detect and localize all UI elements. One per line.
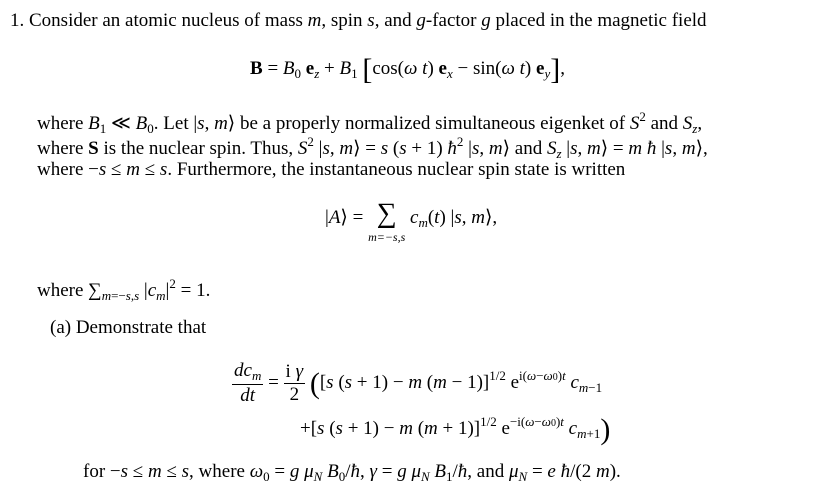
text-where1: where $B_1$ ≪ $B_0$. Let |s, m⟩ be a properly normalized simultaneous eigenket of $S^2$ and $S_z$, <box>37 109 703 136</box>
final-condition: for −s ≤ m ≤ s, where $\omega_0 = g$ $\mu_N$ $B_0/ħ$, γ = g $\mu_N$ $B_1/ħ$, and $\mu_N = e$ ħ/(2 m). <box>83 461 621 484</box>
text-where2: where S is the nuclear spin. Thus, $S^2$ |s, m⟩ = s (s + 1) $ħ^2$ |s, m⟩ and $S_z$ |s, m⟩ = m ħ |s, m⟩, <box>37 134 708 161</box>
field-equation: $B = B_0$ $e_z + B_1$ [cos(ω t) $e_x - \sin(\omega$ t) $e_y$], <box>250 53 565 86</box>
problem-intro: 1. Consider an atomic nucleus of mass m, spin s, and g-factor g placed in the magnetic field <box>10 10 707 31</box>
equation-a-line2: +[s (s + 1) − m (m + 1)]$^{1/2}$ $e^{-i(\omega-\omega 0)t}$ $c_{m+1}$) <box>300 413 611 446</box>
part-a-label: (a) Demonstrate that <box>50 317 207 338</box>
problem-number: 1. <box>10 10 25 31</box>
equation-a-line1: $\frac{dc_m}{dt}$ = $\frac{\text{i γ}}{2}$ ([s (s + 1) − m (m − 1)]$^{1/2}$ $e^{i(\omega-\omega 0)t}$ $c_{m-1}$ <box>234 360 603 406</box>
state-equation: |A⟩ = ∑ m=−s,s $c_m(t)$ |s, m⟩, <box>325 198 498 244</box>
text-where3: where −s ≤ m ≤ s. Furthermore, the instantaneous nuclear spin state is written <box>37 159 626 180</box>
norm-condition: where $\sum_{m=-s,s}$ $|c_m|^2 = 1$. <box>37 276 211 303</box>
